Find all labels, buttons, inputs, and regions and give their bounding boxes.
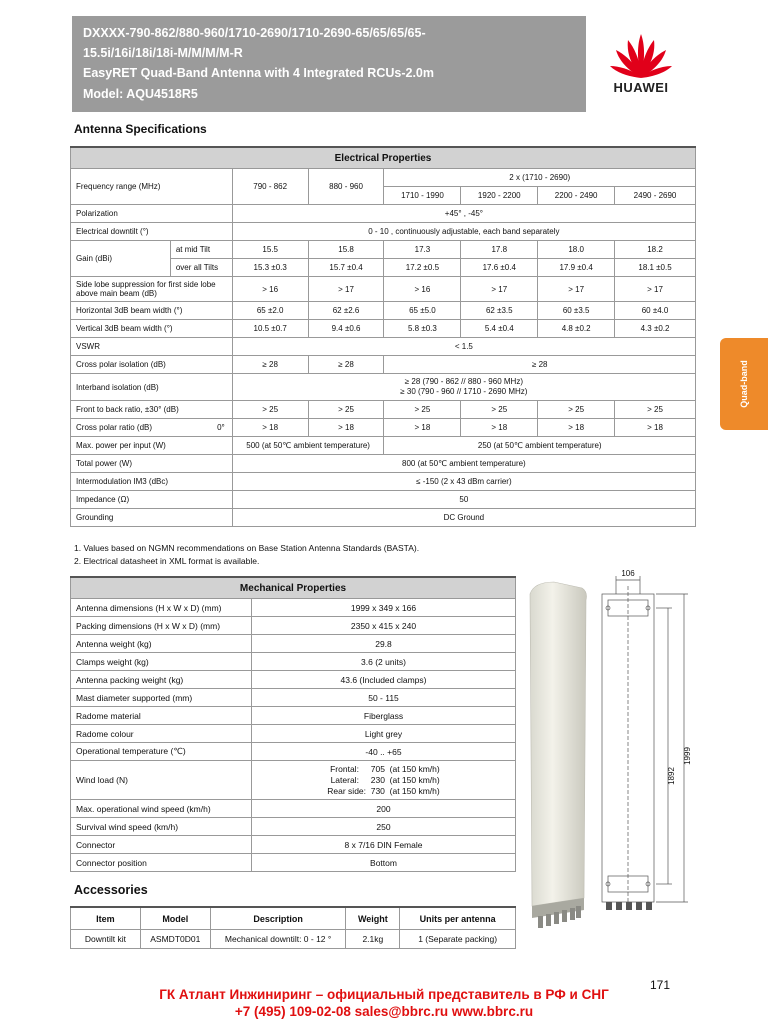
value-cell: 15.5 <box>232 241 308 259</box>
value-cell: 3.6 (2 units) <box>252 653 516 671</box>
value-cell: > 17 <box>461 277 538 302</box>
value-cell: 29.8 <box>252 635 516 653</box>
electrical-properties-table <box>70 146 696 527</box>
value-cell: 60 ±3.5 <box>538 302 615 320</box>
value-cell: DC Ground <box>232 509 695 527</box>
sub-label: over all Tilts <box>170 259 232 277</box>
row-label: Operational temperature (℃) <box>71 743 252 761</box>
footer-line-1: ГК Атлант Инжиниринг – официальный представитель в РФ и СНГ <box>159 987 609 1002</box>
band-cell: 880 - 960 <box>308 169 384 205</box>
value-cell: 800 (at 50℃ ambient temperature) <box>232 455 695 473</box>
row-label: Packing dimensions (H x W x D) (mm) <box>71 617 252 635</box>
table-cell: Downtilt kit <box>71 930 141 949</box>
value-cell: 65 ±2.0 <box>232 302 308 320</box>
table-row <box>71 707 516 725</box>
mechanical-title: Mechanical Properties <box>71 577 516 599</box>
row-label: Horizontal 3dB beam width (°) <box>71 302 233 320</box>
wind-line: Frontal: 705 (at 150 km/h) <box>330 763 440 774</box>
table-row <box>71 241 696 259</box>
value-cell: > 25 <box>384 401 461 419</box>
value-cell: > 25 <box>461 401 538 419</box>
row-label: Antenna dimensions (H x W x D) (mm) <box>71 599 252 617</box>
section-title: Antenna Specifications <box>74 122 207 136</box>
table-row <box>71 725 516 743</box>
row-label: Cross polar isolation (dB) <box>71 356 233 374</box>
value-cell: 250 (at 50℃ ambient temperature) <box>384 437 696 455</box>
inner-dimension: 1892 <box>667 767 676 785</box>
value-cell: 2350 x 415 x 240 <box>252 617 516 635</box>
value-cell <box>232 374 695 401</box>
band-cell: 1920 - 2200 <box>461 187 538 205</box>
value-cell: 17.9 ±0.4 <box>538 259 615 277</box>
value-cell: > 17 <box>308 277 384 302</box>
table-row <box>71 455 696 473</box>
row-label: Electrical downtilt (°) <box>71 223 233 241</box>
column-header: Weight <box>346 907 400 930</box>
electrical-title: Electrical Properties <box>71 147 696 169</box>
value-cell: 500 (at 50℃ ambient temperature) <box>232 437 384 455</box>
value-cell: > 17 <box>538 277 615 302</box>
cpr-sub: 0° <box>217 423 225 432</box>
row-label: Survival wind speed (km/h) <box>71 818 252 836</box>
mechanical-properties-table <box>70 576 516 872</box>
table-cell: 1 (Separate packing) <box>400 930 516 949</box>
table-row <box>71 635 516 653</box>
value-cell: > 16 <box>232 277 308 302</box>
table-row <box>71 689 516 707</box>
table-header-row <box>71 907 516 930</box>
row-label: Gain (dBi) <box>71 241 171 277</box>
value-cell: 60 ±4.0 <box>615 302 696 320</box>
table-row <box>71 401 696 419</box>
huawei-logo <box>586 16 696 112</box>
table-row <box>71 223 696 241</box>
value-cell: > 18 <box>461 419 538 437</box>
value-cell: 50 <box>232 491 695 509</box>
value-cell: ≥ 28 <box>308 356 384 374</box>
row-label: Connector <box>71 836 252 854</box>
antenna-photo <box>524 580 590 940</box>
band-cell: 1710 - 1990 <box>384 187 461 205</box>
value-cell: > 25 <box>232 401 308 419</box>
table-cell: 2.1kg <box>346 930 400 949</box>
table-cell: ASMDT0D01 <box>140 930 210 949</box>
header-line-2: 15.5i/16i/18i/18i-M/M/M/M-R <box>83 46 243 60</box>
band-group-cell: 2 x (1710 - 2690) <box>384 169 696 187</box>
value-cell: > 25 <box>308 401 384 419</box>
wind-load-values <box>327 764 439 797</box>
row-label: Vertical 3dB beam width (°) <box>71 320 233 338</box>
table-row <box>71 356 696 374</box>
table-row <box>71 277 696 302</box>
cpr-label: Cross polar ratio (dB) <box>76 423 153 432</box>
table-row <box>71 854 516 872</box>
row-label: Front to back ratio, ±30° (dB) <box>71 401 233 419</box>
row-label: Antenna packing weight (kg) <box>71 671 252 689</box>
accessories-title: Accessories <box>74 883 148 897</box>
column-header: Units per antenna <box>400 907 516 930</box>
value-cell <box>252 761 516 800</box>
value-cell: 17.2 ±0.5 <box>384 259 461 277</box>
table-row <box>71 930 516 949</box>
value-cell: Fiberglass <box>252 707 516 725</box>
datasheet-header <box>72 16 696 112</box>
table-row <box>71 419 696 437</box>
value-cell: 18.1 ±0.5 <box>615 259 696 277</box>
table-row <box>71 509 696 527</box>
value-cell: 250 <box>252 818 516 836</box>
value-cell: 10.5 ±0.7 <box>232 320 308 338</box>
value-cell: > 16 <box>384 277 461 302</box>
interband-line-2: ≥ 30 (790 - 960 // 1710 - 2690 MHz) <box>400 387 528 396</box>
value-cell: 18.2 <box>615 241 696 259</box>
row-label: Polarization <box>71 205 233 223</box>
value-cell: 4.8 ±0.2 <box>538 320 615 338</box>
table-row <box>71 671 516 689</box>
value-cell: 4.3 ±0.2 <box>615 320 696 338</box>
table-row <box>71 205 696 223</box>
column-header: Model <box>140 907 210 930</box>
wind-line: Rear side: 730 (at 150 km/h) <box>327 785 440 796</box>
table-row <box>71 374 696 401</box>
table-row <box>71 338 696 356</box>
footer-line-2: +7 (495) 109-02-08 sales@bbrc.ru www.bbrc.ru <box>234 1004 534 1019</box>
row-label: Intermodulation IM3 (dBc) <box>71 473 233 491</box>
value-cell: ≤ -150 (2 x 43 dBm carrier) <box>232 473 695 491</box>
column-header: Item <box>71 907 141 930</box>
column-header: Description <box>210 907 346 930</box>
table-row <box>71 761 516 800</box>
interband-line-1: ≥ 28 (790 - 862 // 880 - 960 MHz) <box>404 377 523 386</box>
note-1: 1. Values based on NGMN recommendations on Base Station Antenna Standards (BASTA). <box>74 543 420 553</box>
table-row <box>71 473 696 491</box>
band-cell: 2200 - 2490 <box>538 187 615 205</box>
table-row <box>71 491 696 509</box>
header-line-4: Model: AQU4518R5 <box>83 87 198 101</box>
row-label: VSWR <box>71 338 233 356</box>
brand-name: HUAWEI <box>613 80 669 95</box>
band-cell: 790 - 862 <box>232 169 308 205</box>
value-cell: 9.4 ±0.6 <box>308 320 384 338</box>
value-cell: 65 ±5.0 <box>384 302 461 320</box>
value-cell: > 18 <box>615 419 696 437</box>
row-label: Wind load (N) <box>71 761 252 800</box>
value-cell: 43.6 (Included clamps) <box>252 671 516 689</box>
antenna-drawing <box>596 566 696 916</box>
value-cell: Bottom <box>252 854 516 872</box>
table-row <box>71 302 696 320</box>
row-label <box>71 419 233 437</box>
value-cell: 17.6 ±0.4 <box>461 259 538 277</box>
value-cell: ≥ 28 <box>384 356 696 374</box>
table-row <box>71 320 696 338</box>
row-label: Radome colour <box>71 725 252 743</box>
table-row <box>71 743 516 761</box>
page-number: 171 <box>650 978 671 992</box>
row-label: Antenna weight (kg) <box>71 635 252 653</box>
value-cell: Light grey <box>252 725 516 743</box>
row-label: Frequency range (MHz) <box>71 169 233 205</box>
value-cell: > 18 <box>538 419 615 437</box>
value-cell: > 18 <box>384 419 461 437</box>
row-label: Connector position <box>71 854 252 872</box>
quad-band-tab <box>720 338 768 430</box>
value-cell: +45° , -45° <box>232 205 695 223</box>
row-label: Impedance (Ω) <box>71 491 233 509</box>
row-label: Clamps weight (kg) <box>71 653 252 671</box>
value-cell: 17.8 <box>461 241 538 259</box>
band-cell: 2490 - 2690 <box>615 187 696 205</box>
row-label: Max. operational wind speed (km/h) <box>71 800 252 818</box>
notes <box>74 542 419 568</box>
table-row <box>71 169 696 187</box>
value-cell: > 18 <box>308 419 384 437</box>
table-cell: Mechanical downtilt: 0 - 12 ° <box>210 930 346 949</box>
value-cell: ≥ 28 <box>232 356 308 374</box>
huawei-flower-icon <box>608 30 674 80</box>
quad-band-label: Quad-band <box>739 360 749 408</box>
wind-line: Lateral: 230 (at 150 km/h) <box>330 774 440 785</box>
value-cell: -40 .. +65 <box>252 743 516 761</box>
table-row <box>71 836 516 854</box>
value-cell: 18.0 <box>538 241 615 259</box>
table-row <box>71 599 516 617</box>
sub-label: at mid Tilt <box>170 241 232 259</box>
value-cell: 8 x 7/16 DIN Female <box>252 836 516 854</box>
table-row <box>71 437 696 455</box>
row-label: Radome material <box>71 707 252 725</box>
accessories-table <box>70 906 516 949</box>
table-row <box>71 617 516 635</box>
row-label: Total power (W) <box>71 455 233 473</box>
value-cell: > 17 <box>615 277 696 302</box>
value-cell: > 25 <box>538 401 615 419</box>
value-cell: 0 - 10 , continuously adjustable, each band separately <box>232 223 695 241</box>
table-row <box>71 818 516 836</box>
value-cell: 15.3 ±0.3 <box>232 259 308 277</box>
row-label: Interband isolation (dB) <box>71 374 233 401</box>
header-line-1: DXXXX-790-862/880-960/1710-2690/1710-2690-65/65/65/65- <box>83 26 426 40</box>
width-dimension: 106 <box>621 569 635 578</box>
value-cell: 62 ±3.5 <box>461 302 538 320</box>
value-cell: 200 <box>252 800 516 818</box>
row-label: Max. power per input (W) <box>71 437 233 455</box>
row-label: Mast diameter supported (mm) <box>71 689 252 707</box>
value-cell: > 18 <box>232 419 308 437</box>
value-cell: 5.4 ±0.4 <box>461 320 538 338</box>
height-dimension: 1999 <box>683 747 692 765</box>
note-2: 2. Electrical datasheet in XML format is available. <box>74 556 260 566</box>
table-row <box>71 800 516 818</box>
value-cell: > 25 <box>615 401 696 419</box>
value-cell: 5.8 ±0.3 <box>384 320 461 338</box>
table-row <box>71 653 516 671</box>
row-label: Grounding <box>71 509 233 527</box>
row-label: Side lobe suppression for first side lobe above main beam (dB) <box>71 277 233 302</box>
header-line-3: EasyRET Quad-Band Antenna with 4 Integrated RCUs-2.0m <box>83 66 434 80</box>
value-cell: 17.3 <box>384 241 461 259</box>
value-cell: 62 ±2.6 <box>308 302 384 320</box>
value-cell: 15.7 ±0.4 <box>308 259 384 277</box>
value-cell: 15.8 <box>308 241 384 259</box>
value-cell: < 1.5 <box>232 338 695 356</box>
value-cell: 50 - 115 <box>252 689 516 707</box>
value-cell: 1999 x 349 x 166 <box>252 599 516 617</box>
